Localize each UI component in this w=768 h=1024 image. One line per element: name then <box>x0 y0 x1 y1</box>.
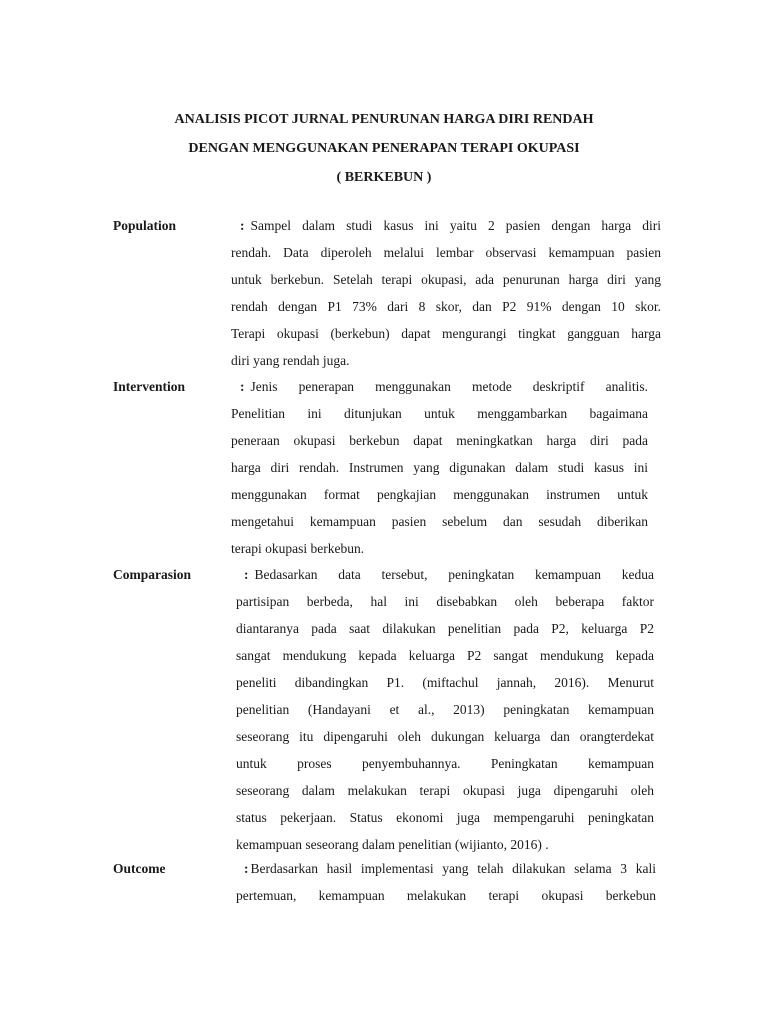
text-line: rendah. Data diperoleh melalui lembar observasi kemampuan pasien <box>231 245 661 260</box>
text-line: rendah dengan P1 73% dari 8 skor, dan P2 91% dengan 10 skor. <box>231 299 661 314</box>
text-line: untuk proses penyembuhannya. Peningkatan kemampuan <box>236 756 654 771</box>
text-line: harga diri rendah. Instrumen yang digunakan dalam studi kasus ini <box>231 460 648 475</box>
colon: : <box>240 379 245 394</box>
text-line: Berdasarkan hasil implementasi yang telah dilakukan selama 3 kali <box>250 861 656 876</box>
text-line: menggunakan format pengkajian menggunakan instrumen untuk <box>231 487 648 502</box>
text-line: untuk berkebun. Setelah terapi okupasi, ada penurunan harga diri yang <box>231 272 661 287</box>
title-line-1: ANALISIS PICOT JURNAL PENURUNAN HARGA DIRI RENDAH <box>174 112 594 127</box>
title-line-3: ( BERKEBUN ) <box>336 170 432 185</box>
text-line: status pekerjaan. Status ekonomi juga mempengaruhi peningkatan <box>236 810 654 825</box>
text-line: mengetahui kemampuan pasien sebelum dan sesudah diberikan <box>231 514 648 529</box>
colon: : <box>244 861 249 876</box>
section-label: Intervention <box>113 379 185 394</box>
text-line: diri yang rendah juga. <box>231 353 350 368</box>
text-line: Sampel dalam studi kasus ini yaitu 2 pasien dengan harga diri <box>250 218 661 233</box>
section-body <box>231 373 648 562</box>
section-body <box>236 855 656 909</box>
text-line: Jenis penerapan menggunakan metode deskriptif analitis. <box>250 379 648 394</box>
title-line-2: DENGAN MENGGUNAKAN PENERAPAN TERAPI OKUPASI <box>188 141 580 156</box>
text-line: diantaranya pada saat dilakukan penelitian pada P2, keluarga P2 <box>236 621 654 636</box>
text-line: Terapi okupasi (berkebun) dapat mengurangi tingkat gangguan harga <box>231 326 661 341</box>
section-label: Population <box>113 218 177 233</box>
text-line: peneliti dibandingkan P1. (miftachul jannah, 2016). Menurut <box>236 675 654 690</box>
text-line: seseorang itu dipengaruhi oleh dukungan keluarga dan orangterdekat <box>236 729 654 744</box>
text-line: Penelitian ini ditunjukan untuk menggambarkan bagaimana <box>231 406 648 421</box>
colon: : <box>244 567 249 582</box>
text-line: kemampuan seseorang dalam penelitian (wijianto, 2016) . <box>236 837 549 852</box>
colon: : <box>240 218 245 233</box>
section-body <box>231 212 661 374</box>
text-line: partisipan berbeda, hal ini disebabkan oleh beberapa faktor <box>236 594 654 609</box>
text-line: penelitian (Handayani et al., 2013) peningkatan kemampuan <box>236 702 654 717</box>
document-title <box>100 107 668 194</box>
section-label: Comparasion <box>113 567 192 582</box>
section-body <box>236 561 654 858</box>
text-line: seseorang dalam melakukan terapi okupasi juga dipengaruhi oleh <box>236 783 654 798</box>
section-label: Outcome <box>113 861 166 876</box>
text-line: pertemuan, kemampuan melakukan terapi okupasi berkebun <box>236 888 656 903</box>
text-line: peneraan okupasi berkebun dapat meningkatkan harga diri pada <box>231 433 648 448</box>
text-line: terapi okupasi berkebun. <box>231 541 365 556</box>
text-line: Bedasarkan data tersebut, peningkatan kemampuan kedua <box>254 567 654 582</box>
text-line: sangat mendukung kepada keluarga P2 sangat mendukung kepada <box>236 648 654 663</box>
